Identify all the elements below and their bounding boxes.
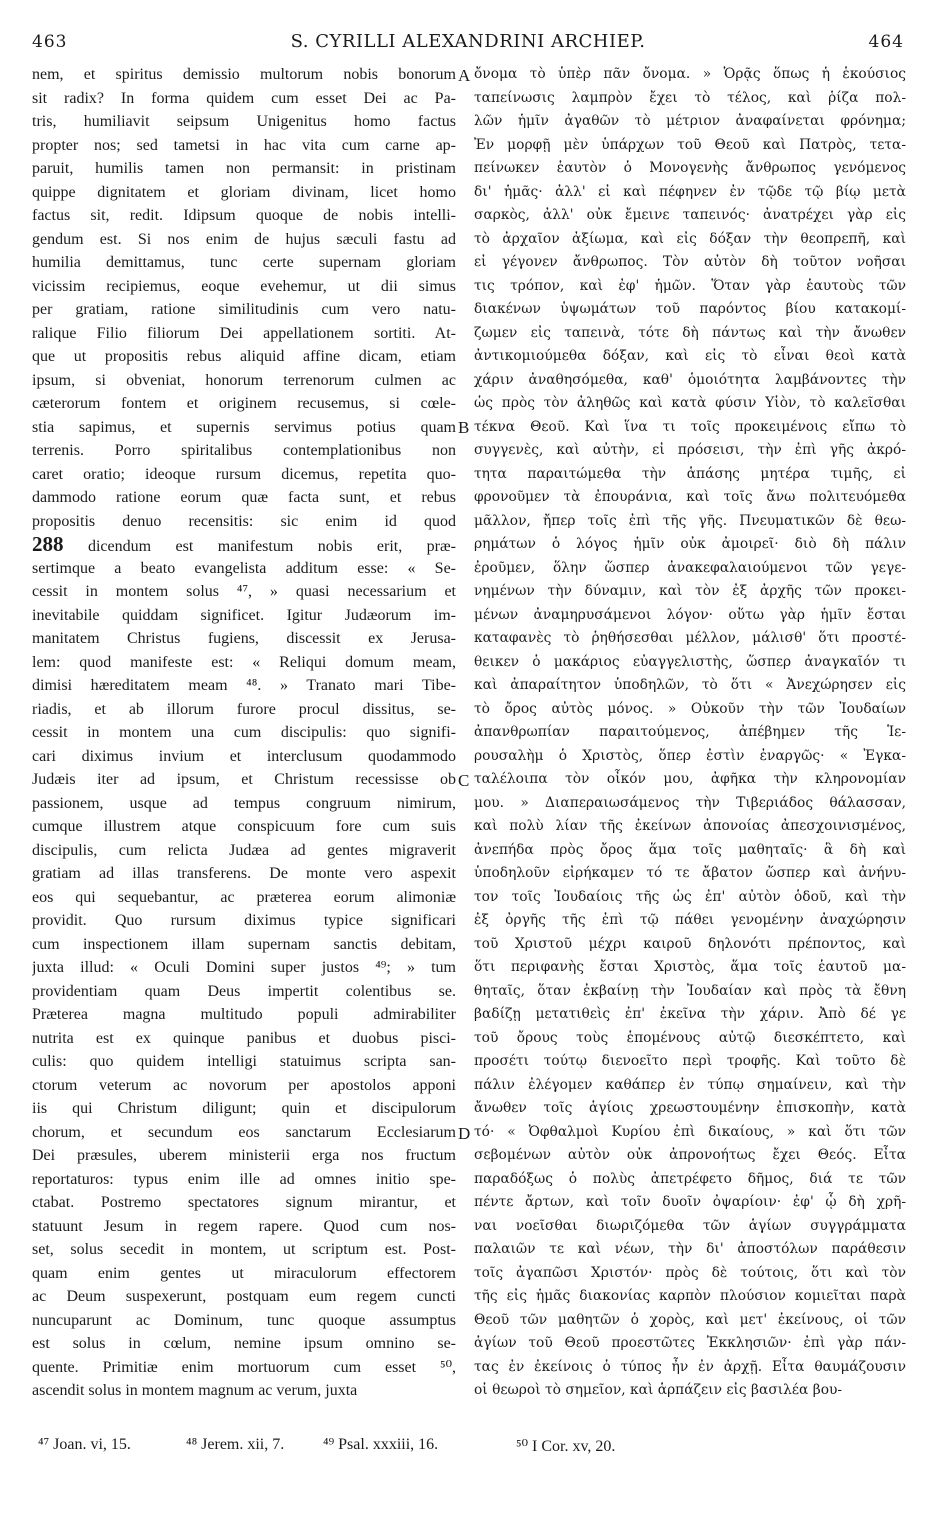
running-title: S. CYRILLI ALEXANDRINI ARCHIEP. <box>290 31 646 52</box>
footnote: ⁴⁹ Psal. xxxiii, 16. <box>323 1436 439 1453</box>
greek-line: ὡς πρὸς τὸν ἀληθῶς καὶ κατὰ φύσιν Υἱὸν, τὸ καλεῖσθαι <box>474 395 906 411</box>
greek-line: καὶ ἀπαραίτητον ὑποδηλῶν, τὸ ὅτι « Ἀνεχώρησεν εἰς <box>474 677 906 693</box>
greek-line: παραδόξως ὁ πολὺς ἀπετρέφετο δῆμος, διά τε τῶν <box>474 1170 906 1187</box>
greek-line: τῆς εἰς ἡμᾶς διακονίας καρπὸν πλούσιον κομιεῖται παρὰ <box>474 1288 906 1304</box>
latin-line: paruit, humilis tamen non permansit: in pristinam <box>32 160 456 177</box>
greek-line: ρουσαλὴμ ὁ Χριστὸς, ὅπερ ἐστὶν ἐναργῶς· « Ἐγκα- <box>474 747 906 764</box>
greek-line: προσέτι τούτῳ διενοεῖτο περὶ τροφῆς. Καὶ τοῦτο δὲ <box>474 1053 906 1069</box>
latin-line: Judæis iter ad ipsum, et Christum recessisse ob <box>32 771 456 788</box>
greek-line: ἀπανθρωπίαν παραιτούμενος, ἀπέβημεν τῆς Ἱε- <box>474 724 906 740</box>
latin-line: quente. Primitiæ enim mortuorum cum esset ⁵⁰, <box>32 1358 456 1376</box>
greek-line: πέντε ἄρτων, καὶ τοῖν δυοῖν ὀψαρίοιν· ἐφ' ᾧ δὴ χρῆ- <box>474 1194 906 1210</box>
greek-line: ζωμεν εἰς ταπεινὰ, τότε δὴ πάντως καὶ τὴν ἄνωθεν <box>474 324 906 341</box>
latin-line: providentiam quam Deus impertit colentibus se. <box>32 982 456 1000</box>
latin-line: quam enim gentes ut miraculorum effectorem <box>32 1264 456 1282</box>
latin-line: cessit in montem una cum discipulis: quo signifi- <box>32 724 456 741</box>
latin-line: nuncuparunt ac Dominum, tunc quoque assumptus <box>32 1311 456 1329</box>
latin-line: terrenis. Porro spiritalibus contemplationibus non <box>32 442 456 459</box>
latin-line: cari diximus invium et interclusum quodammodo <box>32 747 456 765</box>
latin-line: nutrita est ex quinque panibus et duobus pisci- <box>32 1029 456 1047</box>
latin-line: Dei præsules, uberem ministerii erga nos fructum <box>32 1147 456 1164</box>
greek-line: ὅτι περιφανὴς ἔσται Χριστὸς, ἅμα τοῖς ἑαυτοῦ μα- <box>474 959 906 975</box>
greek-line: παλαιῶν τε καὶ νέων, τὴν δι' ἀποστόλων παράθεσιν <box>474 1241 906 1257</box>
latin-line: culis: quo quidem intelligi statuimus scripta san- <box>32 1053 456 1070</box>
latin-line: humilia demittamus, tunc certe supernam gloriam <box>32 254 456 271</box>
greek-line: λῶν ἡμῖν ἀγαθῶν τὸ μέτριον ἀναφαίνεται φρόνημα; <box>474 113 906 129</box>
latin-line: gendum est. Si nos enim de hujus sæculi fastu ad <box>32 230 456 248</box>
greek-line: τὸ ὄρος αὐτὸς μόνος. » Οὐκοῦν τὴν τῶν Ἰουδαίων <box>474 700 906 717</box>
greek-line: τας ἐν ἐκείνοις ὁ τύπος ἦν ἐν ἀρχῇ. Εἶτα θαυμάζουσιν <box>474 1358 906 1375</box>
latin-line: propter nos; sed tametsi in hac vita cum carne ap- <box>32 136 456 154</box>
greek-line: βαδίζῃ μετατιθεὶς ἐπ' ἐκεῖνα τὴν χάριν. Ἀπὸ δέ γε <box>474 1006 906 1022</box>
greek-line: συγγενὲς, καὶ αὐτὴν, εἰ πρόσεισι, τὴν ἐπὶ γῆς ἀκρό- <box>474 442 906 458</box>
greek-line: μένων ἀναμηρυσάμενοι λόγον· οὕτω γὰρ ἡμῖν ἔσται <box>474 606 906 623</box>
greek-line: σεβομένων αὐτὸν οὐκ ἀπρονοήτως ἔχει Θεός. Εἶτα <box>474 1147 906 1163</box>
latin-line: vicissim recipiemus, eoque evehemur, ut dii simus <box>32 277 456 295</box>
latin-line: ac Deum suspexerunt, postquam eum regem cuncti <box>32 1288 456 1305</box>
latin-line: inevitabile quiddam significet. Igitur Judæorum im- <box>32 606 456 624</box>
greek-line: ταπείνωσις λαμπρὸν ἔχει τὸ τέλος, καὶ ῥίζα πολ- <box>474 89 906 106</box>
greek-line: τοῦ ὄρους τοὺς ἑπομένους αὐτῷ διεσκέπτετο, καὶ <box>474 1029 906 1046</box>
latin-line: est solus in cœlum, nemine ipsum omnino se- <box>32 1335 456 1352</box>
greek-line: ὄνομα τὸ ὑπὲρ πᾶν ὄνομα. » Ὁρᾷς ὅπως ἡ ἑκούσιος <box>474 66 906 82</box>
latin-line: juxta illud: « Oculi Domini super justos ⁴⁹; » tum <box>32 959 456 976</box>
greek-line: χάριν ἀναθησόμεθα, καθ' ὁμοιότητα λαμβάνοντες τὴν <box>474 371 906 388</box>
latin-line: ctabat. Postremo spectatores signum mirantur, et <box>32 1194 456 1211</box>
latin-line: tris, humiliavit seipsum Unigenitus homo factus <box>32 113 456 130</box>
latin-line: ctorum veterum ac novorum per apostolos apponi <box>32 1076 456 1094</box>
footnote: ⁴⁷ Joan. vi, 15. <box>38 1436 131 1453</box>
greek-line: ἀντικομιούμεθα δόξαν, καὶ εἰς τὸ εἶναι θεοὶ κατὰ <box>474 348 906 364</box>
latin-line: manitatem Christus fugiens, discessit ex Jerusa- <box>32 630 456 647</box>
latin-line: cessit in montem solus ⁴⁷, » quasi necessarium et <box>32 583 456 600</box>
running-header <box>30 30 906 54</box>
margin-letter-d: D <box>458 1124 471 1143</box>
greek-column <box>474 63 906 1403</box>
margin-letter-c: C <box>458 771 470 790</box>
latin-line: ascendit solus in montem magnum ac verum, juxta <box>32 1382 358 1399</box>
latin-line: factus sit, redit. Idipsum quoque de nobis intelli- <box>32 207 456 224</box>
greek-line: τον τοῖς Ἰουδαίοις τῆς ὡς ἐπ' αὐτὸν ὁδοῦ, καὶ τὴν <box>474 888 906 905</box>
greek-line: καταφανὲς τὸ ῥηθήσεσθαι μέλλον, μάλισθ' ὅτι προστέ- <box>474 630 906 646</box>
latin-line <box>32 533 456 557</box>
latin-line: caret oratio; ideoque rursum dicemus, repetita quo- <box>32 465 456 483</box>
latin-line: gratiam ad illas transferens. De monte vero aspexit <box>32 865 456 882</box>
greek-line: τοῖς ἀγαπῶσι Χριστόν· πρὸς δὲ τούτοις, ὅτι καὶ τὸν <box>474 1264 906 1281</box>
greek-line: ἁγίων τοῦ Θεοῦ προεστῶτες Ἐκκλησιῶν· ἐπὶ γὰρ πάν- <box>474 1335 906 1351</box>
latin-line: reportaturos: typus enim ille ad omnes initio spe- <box>32 1170 456 1188</box>
latin-line: dimisi hæreditatem meam ⁴⁸. » Tranato mari Tibe- <box>32 677 456 694</box>
column-number: 288 <box>32 533 64 556</box>
latin-line: quippe dignitatem et gloriam divinam, licet homo <box>32 183 456 201</box>
latin-line: chorum, et secundum eos sanctarum Ecclesiarum <box>32 1123 456 1141</box>
latin-line: statuunt Jesum in regem rapere. Quod cum nos- <box>32 1217 456 1235</box>
latin-line: cæterorum fontem et originem recusemus, si cœle- <box>32 395 456 412</box>
latin-line: passionem, usque ad tempus congruum nimirum, <box>32 794 456 812</box>
greek-line: ἐξ ὀργῆς τῆς ἐπὶ τῷ πάθει γενομένην ἀναχώρησιν <box>474 912 906 928</box>
page-number-right: 464 <box>868 32 904 52</box>
latin-line: dammodo ratione eorum quæ facta sunt, et rebus <box>32 489 456 506</box>
latin-line: propositis denuo recensitis: sic enim id quod <box>32 512 456 530</box>
margin-letter-b: B <box>458 418 470 437</box>
greek-line: μᾶλλον, ἤπερ τοῖς ἐπὶ τῆς γῆς. Πνευματικῶν δὲ θεω- <box>474 512 906 529</box>
greek-line: ἄνωθεν τοῖς ἁγίοις χρεωστουμένην ἐπισκοπὴν, κατὰ <box>474 1100 906 1116</box>
greek-line: τις τρόπον, καὶ ἐφ' ἡμῶν. Ὅταν γὰρ ἑαυτοὺς τῶν <box>474 277 906 294</box>
greek-line: μου. » Διαπεραιωσάμενος τὴν Τιβεριάδος θάλασσαν, <box>474 794 906 811</box>
greek-line: τοῦ Χριστοῦ μέχρι καιροῦ δηλονότι πρέποντος, καὶ <box>474 935 906 952</box>
greek-line: οἱ θεωροὶ τὸ σημεῖον, καὶ ἁρπάζειν εἰς βασιλέα βου- <box>474 1382 843 1398</box>
greek-line: ναι νοεῖσθαι διωριζόμεθα τῶν ἁγίων συγγράμματα <box>474 1217 906 1234</box>
greek-line: ἀνεπήδα πρὸς ὄρος ἅμα τοῖς μαθηταῖς· ἃ δὴ καὶ <box>474 841 906 858</box>
greek-line: τὸ ἀρχαῖον ἀξίωμα, καὶ εἰς δόξαν τὴν θεοπρεπῆ, καὶ <box>474 230 906 247</box>
latin-line: que ut propositis rebus aliquid affine dicam, etiam <box>32 348 456 365</box>
latin-line: sertimque a beato evangelista additum esse: « Se- <box>32 559 456 577</box>
greek-line: Θεοῦ τῶν μαθητῶν ὁ χορὸς, καὶ μετ' ἐκείνους, οἱ τῶν <box>474 1311 906 1328</box>
greek-line: τέκνα Θεοῦ. Καὶ ἵνα τι τοῖς προκειμένοις εἴπω τὸ <box>474 418 906 435</box>
latin-line: eos qui sequebantur, ac præterea eorum alimoniæ <box>32 888 456 906</box>
latin-line: iis qui Christum diligunt; quin et discipulorum <box>32 1100 456 1117</box>
greek-line: δι' ἡμᾶς· ἀλλ' εἰ καὶ πέφηνεν ἐν τῷδε τῷ βίῳ μετὰ <box>474 183 906 200</box>
latin-line: nem, et spiritus demissio multorum nobis bonorum <box>32 66 456 83</box>
greek-line: τητα παραιτώμεθα τὴν ἁπάσης μητέρα τιμῆς, εἰ <box>474 465 906 482</box>
greek-line: φρονοῦμεν τὰ ἐπουράνια, καὶ τοῖς ἄνω πολιτευόμεθα <box>474 489 906 505</box>
latin-line: ralique Filio filiorum Dei appellationem sortiti. At- <box>32 324 456 342</box>
footnotes <box>38 1436 738 1462</box>
line-text: dicendum est manifestum nobis erit, præ- <box>63 538 456 555</box>
latin-line: stia sapimus, et supernis servimus potius quam <box>32 418 456 436</box>
latin-column <box>32 63 456 1403</box>
greek-line: σαρκὸς, ἀλλ' οὐκ ἔμεινε ταπεινός· ἀνατρέχει γὰρ εἰς <box>474 207 906 223</box>
greek-line: θηταῖς, ὅταν ἐκβαίνῃ τὴν Ἰουδαίαν καὶ πρὸς τὰ ἔθνη <box>474 982 906 999</box>
latin-line: Præterea magna multitudo populi admirabiliter <box>32 1006 456 1023</box>
footnote: ⁵⁰ I Cor. xv, 20. <box>516 1438 616 1455</box>
greek-line: Ἐν μορφῇ μὲν ὑπάρχων τοῦ Θεοῦ καὶ Πατρὸς, τετα- <box>474 136 906 153</box>
greek-line: διακένων ὑψωμάτων τοῦ παρόντος βίου κατακομί- <box>474 301 906 317</box>
greek-line: τό· « Ὀφθαλμοὶ Κυρίου ἐπὶ δικαίους, » καὶ ὅτι τῶν <box>474 1123 906 1140</box>
latin-line: discipulis, cum relicta Judæa ad gentes migraverit <box>32 841 456 859</box>
latin-line: providit. Quo rursum diximus typice significari <box>32 912 456 929</box>
latin-line: sit radix? In forma quidem cum esset Dei ac Pa- <box>32 89 456 107</box>
greek-line: ταλέλοιπα τὸν οἶκόν μου, ἀφῆκα τὴν κληρονομίαν <box>474 771 906 787</box>
footnote: ⁴⁸ Jerem. xii, 7. <box>186 1436 285 1453</box>
greek-line: πείνωκεν ἑαυτὸν ὁ Μονογενὴς ἄνθρωπος γενόμενος <box>474 160 906 176</box>
greek-line: καὶ πολὺ λίαν τῆς ἐκείνων ἀπονοίας ἀπεσχοινισμένος, <box>474 818 906 834</box>
page-number-left: 463 <box>32 32 68 52</box>
latin-line: lem: quod manifeste est: « Reliqui domum meam, <box>32 653 456 671</box>
greek-line: ρημάτων ὁ λόγος ἡμῖν οὐκ ἀμοιρεῖ· διὸ δὴ πάλιν <box>474 536 906 552</box>
latin-line: ipsum, si obveniat, honorum terrenorum culmen ac <box>32 371 456 389</box>
greek-line: νημένων τὴν δύναμιν, καὶ τὸν ἐξ ἀρχῆς τῶν προκει- <box>474 583 906 599</box>
greek-line: ὑποδηλοῦν εἰρήκαμεν τό τε ἄβατον ὥσπερ καὶ ἀνήνυ- <box>474 865 906 881</box>
greek-line: ἐροῦμεν, ὅλην ὥσπερ ἀνακεφαλαιούμενοι τῶν γεγε- <box>474 559 906 576</box>
greek-line: πάλιν ἐλέγομεν καθάπερ ἐν τύπῳ σημαίνειν, καὶ τὴν <box>474 1076 906 1093</box>
margin-letter-a: A <box>458 66 471 85</box>
latin-line: set, solus secedit in montem, ut scriptum est. Post- <box>32 1241 456 1258</box>
greek-line: θεικεν ὁ μακάριος εὐαγγελιστὴς, ὥσπερ ἀναγκαῖόν τι <box>474 653 906 670</box>
latin-line: per gratiam, ratione similitudinis cum vero natu- <box>32 301 456 318</box>
latin-line: riadis, et ab illorum furore procul dissitus, se- <box>32 700 456 718</box>
latin-line: cumque illustrem atque conspicuum fore cum suis <box>32 818 456 835</box>
greek-line: εἰ γέγονεν ἄνθρωπος. Τὸν αὐτὸν δὴ τοῦτον νοῆσαι <box>474 254 906 270</box>
latin-line: cum inspectionem illam supernam sanctis debitam, <box>32 935 456 953</box>
